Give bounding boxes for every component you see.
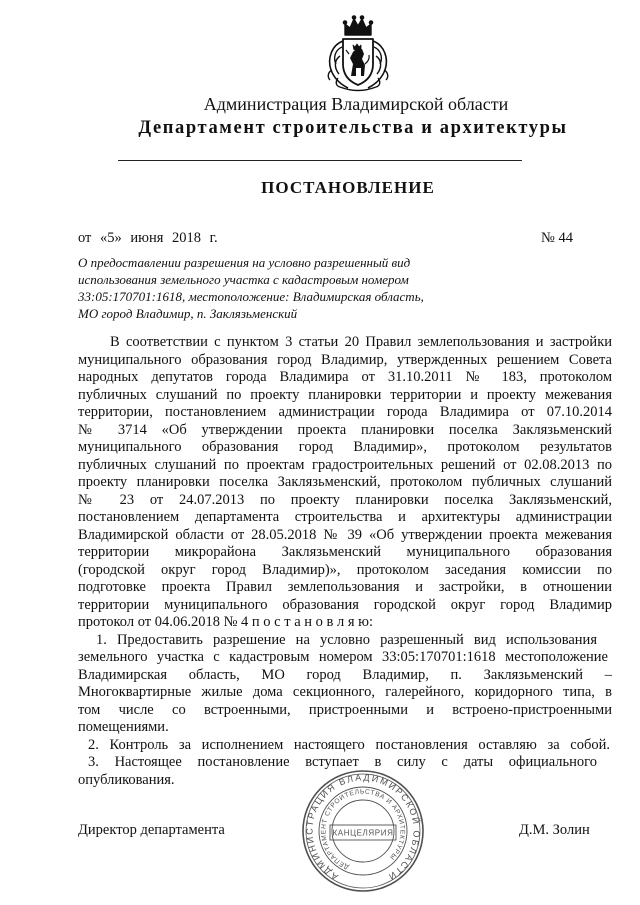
signatory-name: Д.М. Золин: [519, 822, 590, 838]
subject-line: О предоставлении разрешения на условно разрешенный вид: [78, 255, 411, 270]
body-line: постановлением департамента строительства и архитектуры администрации: [78, 509, 612, 525]
stamp-center-text: КАНЦЕЛЯРИЯ: [332, 828, 394, 838]
body-line: подготовке проекта Правил землепользования и застройки, в отношении: [78, 579, 612, 595]
body-line: земельного участка с кадастровым номером 33:05:170701:1618 местоположение: [78, 649, 608, 665]
body-line: № 23 от 24.07.2013 по проекту планировки поселка Заклязьменский,: [78, 491, 612, 508]
body-line: 1. Предоставить разрешение на условно разрешенный вид использования: [96, 631, 597, 648]
body-line: территории, постановлением администрации города Владимира от 07.10.2014: [78, 404, 612, 420]
body-line: Многоквартирные жилые дома секционного, галерейного, коридорного типа, в: [78, 684, 612, 700]
administration-heading: Администрация Владимирской области: [203, 94, 509, 114]
body-line: опубликования.: [78, 771, 175, 788]
subject-line: МО город Владимир, п. Заклязьменский: [78, 306, 298, 321]
header-divider: [118, 160, 522, 161]
body-line: Владимирской области от 28.05.2018 № 39 «Об утверждении проекта межевания: [78, 526, 612, 543]
body-line: народных депутатов города Владимира от 31.10.2011 № 183, протоколом: [78, 369, 612, 385]
body-line: 3. Настоящее постановление вступает в силу с даты официального: [88, 754, 597, 770]
body-line: Владимирская область, МО город Владимир, п. Заклязьменский –: [78, 666, 612, 683]
body-line: (городской округ город Владимир)», протоколом заседания комиссии по: [78, 561, 612, 578]
official-stamp: [298, 767, 428, 895]
body-line: муниципального образования город Владимир», протоколом результатов: [78, 439, 612, 455]
body-line: протокол от 04.06.2018 № 4 п о с т а н о в л я ю:: [78, 614, 374, 630]
coat-of-arms-emblem: [318, 14, 398, 92]
body-line: публичных слушаний по проекту планировки территории и проекту межевания: [78, 386, 612, 403]
body-line: В соответствии с пунктом 3 статьи 20 Правил землепользования и застройки: [110, 334, 612, 350]
department-heading: Департамент строительства и архитектуры: [138, 118, 568, 138]
stamp-inner-text: ДЕПАРТАМЕНТ СТРОИТЕЛЬСТВА И АРХИТЕКТУРЫ: [320, 788, 406, 871]
body-line: территории муниципального образования городской округ город Владимир: [78, 596, 612, 613]
body-line: публичных слушаний по проектам градостроительных решений от 02.08.2013 по: [78, 456, 612, 473]
document-number: № 44: [541, 230, 573, 246]
document-title: ПОСТАНОВЛЕНИЕ: [261, 178, 435, 197]
document-date: от «5» июня 2018 г.: [78, 230, 218, 246]
body-line: муниципального образования город Владимир, утвержденных решением Совета: [78, 351, 612, 368]
body-line: проекту планировки поселка Заклязьменский, протоколом публичных слушаний: [78, 474, 612, 490]
signatory-position: Директор департамента: [78, 822, 225, 838]
body-line: 2. Контроль за исполнением настоящего постановления оставляю за собой.: [88, 736, 610, 753]
stamp-outer-text: АДМИНИСТРАЦИЯ ВЛАДИМИРСКОЙ ОБЛАСТИ: [304, 772, 422, 883]
document-body: [78, 334, 612, 789]
body-line: территории микрорайона Заклязьменский муниципального образования: [78, 544, 612, 560]
body-line: № 3714 «Об утверждении проекта планировки поселка Заклязьменский: [78, 421, 612, 438]
subject-block: [78, 254, 438, 322]
body-line: том числе со встроенными, пристроенными и встроено-пристроенными: [78, 701, 612, 718]
body-line: помещениями.: [78, 719, 169, 735]
subject-line: использования земельного участка с кадастровым номером: [78, 272, 409, 287]
subject-line: 33:05:170701:1618, местоположение: Владимирская область,: [78, 289, 424, 304]
